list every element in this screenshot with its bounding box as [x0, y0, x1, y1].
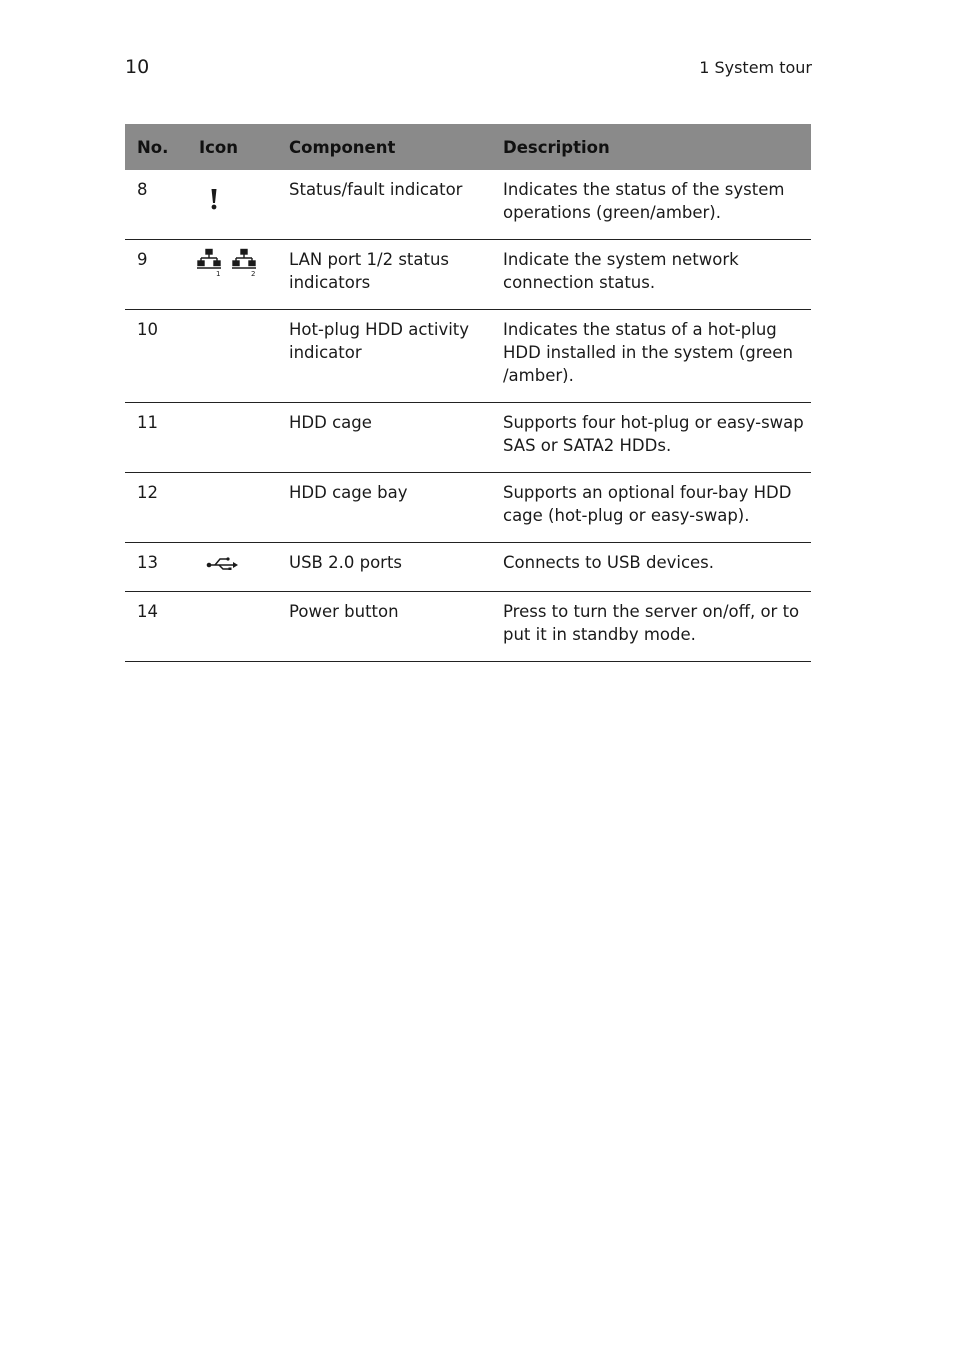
component-description: Connects to USB devices.: [491, 543, 811, 592]
table-row: [125, 403, 811, 473]
component-name: LAN port 1/2 status indicators: [277, 240, 491, 310]
row-number: 14: [125, 592, 197, 662]
icon-cell: [197, 543, 277, 592]
usb-icon: [206, 556, 240, 570]
icon-cell: [197, 403, 277, 473]
component-name: Power button: [277, 592, 491, 662]
lan-icon: [196, 248, 260, 278]
icon-cell: [197, 473, 277, 543]
components-table: [125, 124, 811, 662]
column-header-no: No.: [125, 124, 197, 170]
icon-cell: [197, 310, 277, 403]
table-row: [125, 473, 811, 543]
component-description: Press to turn the server on/off, or to put it in standby mode.: [491, 592, 811, 662]
component-description: Indicate the system network connection status.: [491, 240, 811, 310]
column-header-component: Component: [277, 124, 491, 170]
table-row: [125, 240, 811, 310]
component-name: Hot-plug HDD activity indicator: [277, 310, 491, 403]
component-description: Indicates the status of a hot-plug HDD installed in the system (green /amber).: [491, 310, 811, 403]
lan-port-2-subscript: 2: [251, 270, 256, 278]
table-header-row: [125, 124, 811, 170]
icon-cell: [197, 240, 277, 310]
row-number: 12: [125, 473, 197, 543]
component-description: Supports an optional four-bay HDD cage (hot-plug or easy-swap).: [491, 473, 811, 543]
table-row: [125, 170, 811, 240]
component-description: Indicates the status of the system operations (green/amber).: [491, 170, 811, 240]
row-number: 13: [125, 543, 197, 592]
table-row: [125, 310, 811, 403]
component-name: HDD cage: [277, 403, 491, 473]
component-name: Status/fault indicator: [277, 170, 491, 240]
component-description: Supports four hot-plug or easy-swap SAS or SATA2 HDDs.: [491, 403, 811, 473]
row-number: 8: [125, 170, 197, 240]
row-number: 9: [125, 240, 197, 310]
chapter-title: 1 System tour: [699, 58, 812, 77]
icon-cell: [197, 592, 277, 662]
component-name: HDD cage bay: [277, 473, 491, 543]
table-row: [125, 543, 811, 592]
page-number: 10: [125, 56, 150, 78]
lan-port-1-subscript: 1: [216, 270, 221, 278]
icon-cell: [197, 170, 277, 240]
row-number: 10: [125, 310, 197, 403]
row-number: 11: [125, 403, 197, 473]
table-row: [125, 592, 811, 662]
column-header-description: Description: [491, 124, 811, 170]
exclamation-icon: [210, 188, 218, 210]
column-header-icon: Icon: [197, 124, 277, 170]
component-name: USB 2.0 ports: [277, 543, 491, 592]
